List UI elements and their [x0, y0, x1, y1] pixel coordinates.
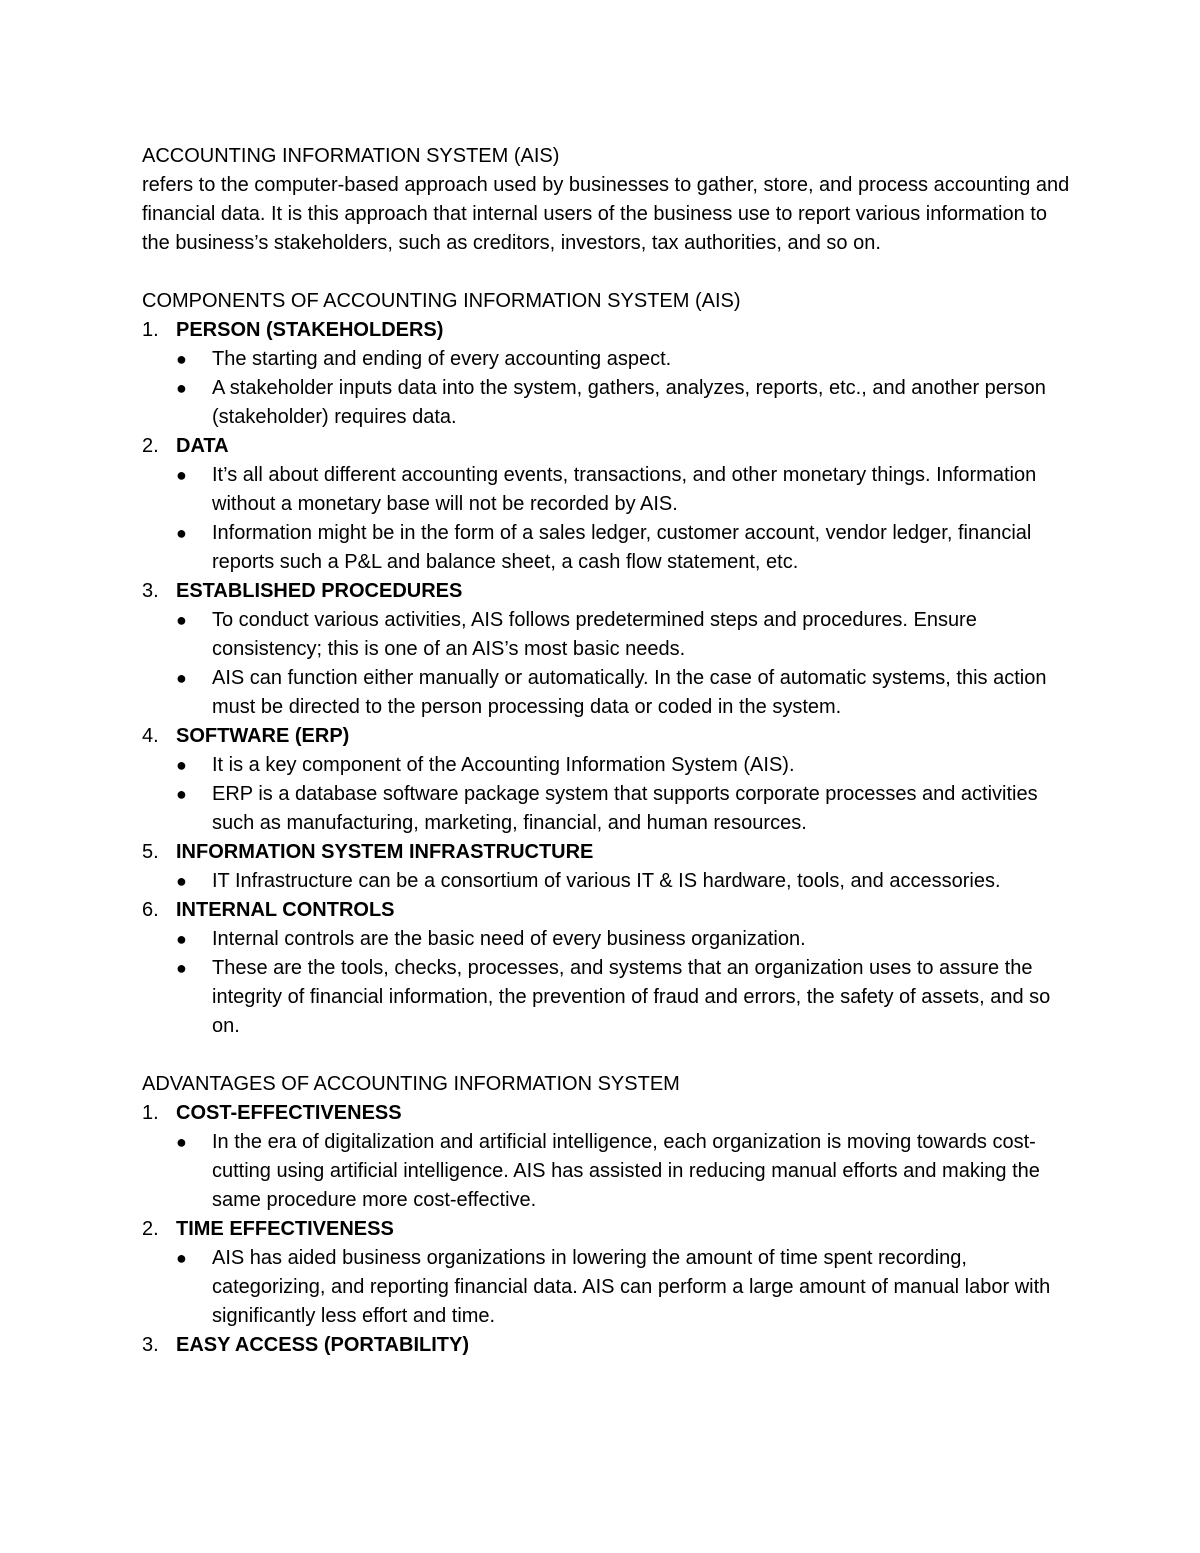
section-spacer: [142, 1041, 1080, 1070]
list-item: [142, 577, 1080, 722]
bullet-item: [176, 461, 1080, 519]
bullet-item: [176, 954, 1080, 1041]
bullet-item: [176, 751, 1080, 780]
list-item-title: INFORMATION SYSTEM INFRASTRUCTURE: [176, 841, 594, 863]
bullet-text: IT Infrastructure can be a consortium of various IT & IS hardware, tools, and accessories.: [212, 870, 1001, 892]
document-body: [142, 142, 1080, 1360]
list-item-header: [142, 577, 1080, 606]
list-item: [142, 896, 1080, 1041]
list-item-header: [142, 1331, 1080, 1360]
list-item-number: 5.: [142, 841, 159, 863]
bullet-item: [176, 519, 1080, 577]
list-item-header: [142, 1099, 1080, 1128]
list-item-header: [142, 316, 1080, 345]
list-item-header: [142, 896, 1080, 925]
list-item-header: [142, 1215, 1080, 1244]
list-item: [142, 432, 1080, 577]
bullet-dot-icon: ●: [176, 755, 187, 775]
bullet-text: Information might be in the form of a sales ledger, customer account, vendor ledger, financial reports such a P&L and balance sheet, a cash flow statement, etc.: [212, 522, 1032, 573]
list-item-number: 1.: [142, 319, 159, 341]
bullet-list: [142, 345, 1080, 432]
list-item-title: INTERNAL CONTROLS: [176, 899, 395, 921]
bullet-text: To conduct various activities, AIS follows predetermined steps and procedures. Ensure consistency; this is one of an AIS’s most basic needs.: [212, 609, 977, 660]
bullet-item: [176, 867, 1080, 896]
bullet-list: [142, 751, 1080, 838]
list-item: [142, 838, 1080, 896]
list-item-header: [142, 432, 1080, 461]
bullet-text: In the era of digitalization and artificial intelligence, each organization is moving towards cost-cutting using artificial intelligence. AIS has assisted in reducing manual efforts and making the same procedure more cost-effective.: [212, 1131, 1040, 1211]
bullet-list: [142, 867, 1080, 896]
list-item-header: [142, 722, 1080, 751]
list-item-header: [142, 838, 1080, 867]
bullet-dot-icon: ●: [176, 668, 187, 688]
list-item-title: TIME EFFECTIVENESS: [176, 1218, 394, 1240]
bullet-dot-icon: ●: [176, 378, 187, 398]
bullet-text: Internal controls are the basic need of every business organization.: [212, 928, 806, 950]
list-item: [142, 1215, 1080, 1331]
bullet-dot-icon: ●: [176, 465, 187, 485]
bullet-text: The starting and ending of every accounting aspect.: [212, 348, 672, 370]
bullet-text: It is a key component of the Accounting Information System (AIS).: [212, 754, 795, 776]
bullet-item: [176, 606, 1080, 664]
bullet-item: [176, 345, 1080, 374]
bullet-text: These are the tools, checks, processes, and systems that an organization uses to assure the integrity of financial information, the prevention of fraud and errors, the safety of assets, and so on.: [212, 957, 1051, 1037]
bullet-item: [176, 1128, 1080, 1215]
bullet-list: [142, 925, 1080, 1041]
bullet-dot-icon: ●: [176, 871, 187, 891]
heading-advantages: ADVANTAGES OF ACCOUNTING INFORMATION SYSTEM: [142, 1073, 680, 1095]
list-item: [142, 1099, 1080, 1215]
bullet-text: A stakeholder inputs data into the system, gathers, analyzes, reports, etc., and another person (stakeholder) requires data.: [212, 377, 1046, 428]
list-item-number: 1.: [142, 1102, 159, 1124]
list-item-number: 4.: [142, 725, 159, 747]
list-item-number: 3.: [142, 1334, 159, 1356]
list-item-title: ESTABLISHED PROCEDURES: [176, 580, 463, 602]
heading-ais-definition: ACCOUNTING INFORMATION SYSTEM (AIS): [142, 145, 560, 167]
list-item-number: 2.: [142, 1218, 159, 1240]
bullet-dot-icon: ●: [176, 784, 187, 804]
bullet-text: It’s all about different accounting events, transactions, and other monetary things. Information without a monetary base will not be recorded by AIS.: [212, 464, 1037, 515]
bullet-dot-icon: ●: [176, 1132, 187, 1152]
list-item: [142, 722, 1080, 838]
bullet-item: [176, 1244, 1080, 1331]
list-item-number: 2.: [142, 435, 159, 457]
bullet-dot-icon: ●: [176, 523, 187, 543]
list-item-title: DATA: [176, 435, 229, 457]
bullet-dot-icon: ●: [176, 958, 187, 978]
list-item-title: PERSON (STAKEHOLDERS): [176, 319, 444, 341]
section-spacer: [142, 258, 1080, 287]
components-list: [142, 316, 1080, 1041]
ais-definition-paragraph: refers to the computer-based approach used by businesses to gather, store, and process accounting and financial data. It is this approach that internal users of the business use to report various information to the business’s stakeholders, such as creditors, investors, tax authorities, and so on.: [142, 174, 1070, 254]
list-item-title: COST-EFFECTIVENESS: [176, 1102, 402, 1124]
bullet-dot-icon: ●: [176, 610, 187, 630]
list-item-number: 6.: [142, 899, 159, 921]
bullet-item: [176, 925, 1080, 954]
bullet-item: [176, 780, 1080, 838]
bullet-item: [176, 664, 1080, 722]
bullet-list: [142, 461, 1080, 577]
heading-components: COMPONENTS OF ACCOUNTING INFORMATION SYSTEM (AIS): [142, 290, 741, 312]
list-item-number: 3.: [142, 580, 159, 602]
bullet-dot-icon: ●: [176, 1248, 187, 1268]
bullet-dot-icon: ●: [176, 349, 187, 369]
bullet-item: [176, 374, 1080, 432]
bullet-list: [142, 1244, 1080, 1331]
bullet-text: AIS can function either manually or automatically. In the case of automatic systems, this action must be directed to the person processing data or coded in the system.: [212, 667, 1047, 718]
bullet-text: AIS has aided business organizations in lowering the amount of time spent recording, categorizing, and reporting financial data. AIS can perform a large amount of manual labor with significantly less effort and time.: [212, 1247, 1051, 1327]
list-item: [142, 316, 1080, 432]
list-item: [142, 1331, 1080, 1360]
list-item-title: SOFTWARE (ERP): [176, 725, 350, 747]
bullet-text: ERP is a database software package system that supports corporate processes and activities such as manufacturing, marketing, financial, and human resources.: [212, 783, 1038, 834]
bullet-list: [142, 606, 1080, 722]
bullet-dot-icon: ●: [176, 929, 187, 949]
list-item-title: EASY ACCESS (PORTABILITY): [176, 1334, 469, 1356]
bullet-list: [142, 1128, 1080, 1215]
advantages-list: [142, 1099, 1080, 1360]
